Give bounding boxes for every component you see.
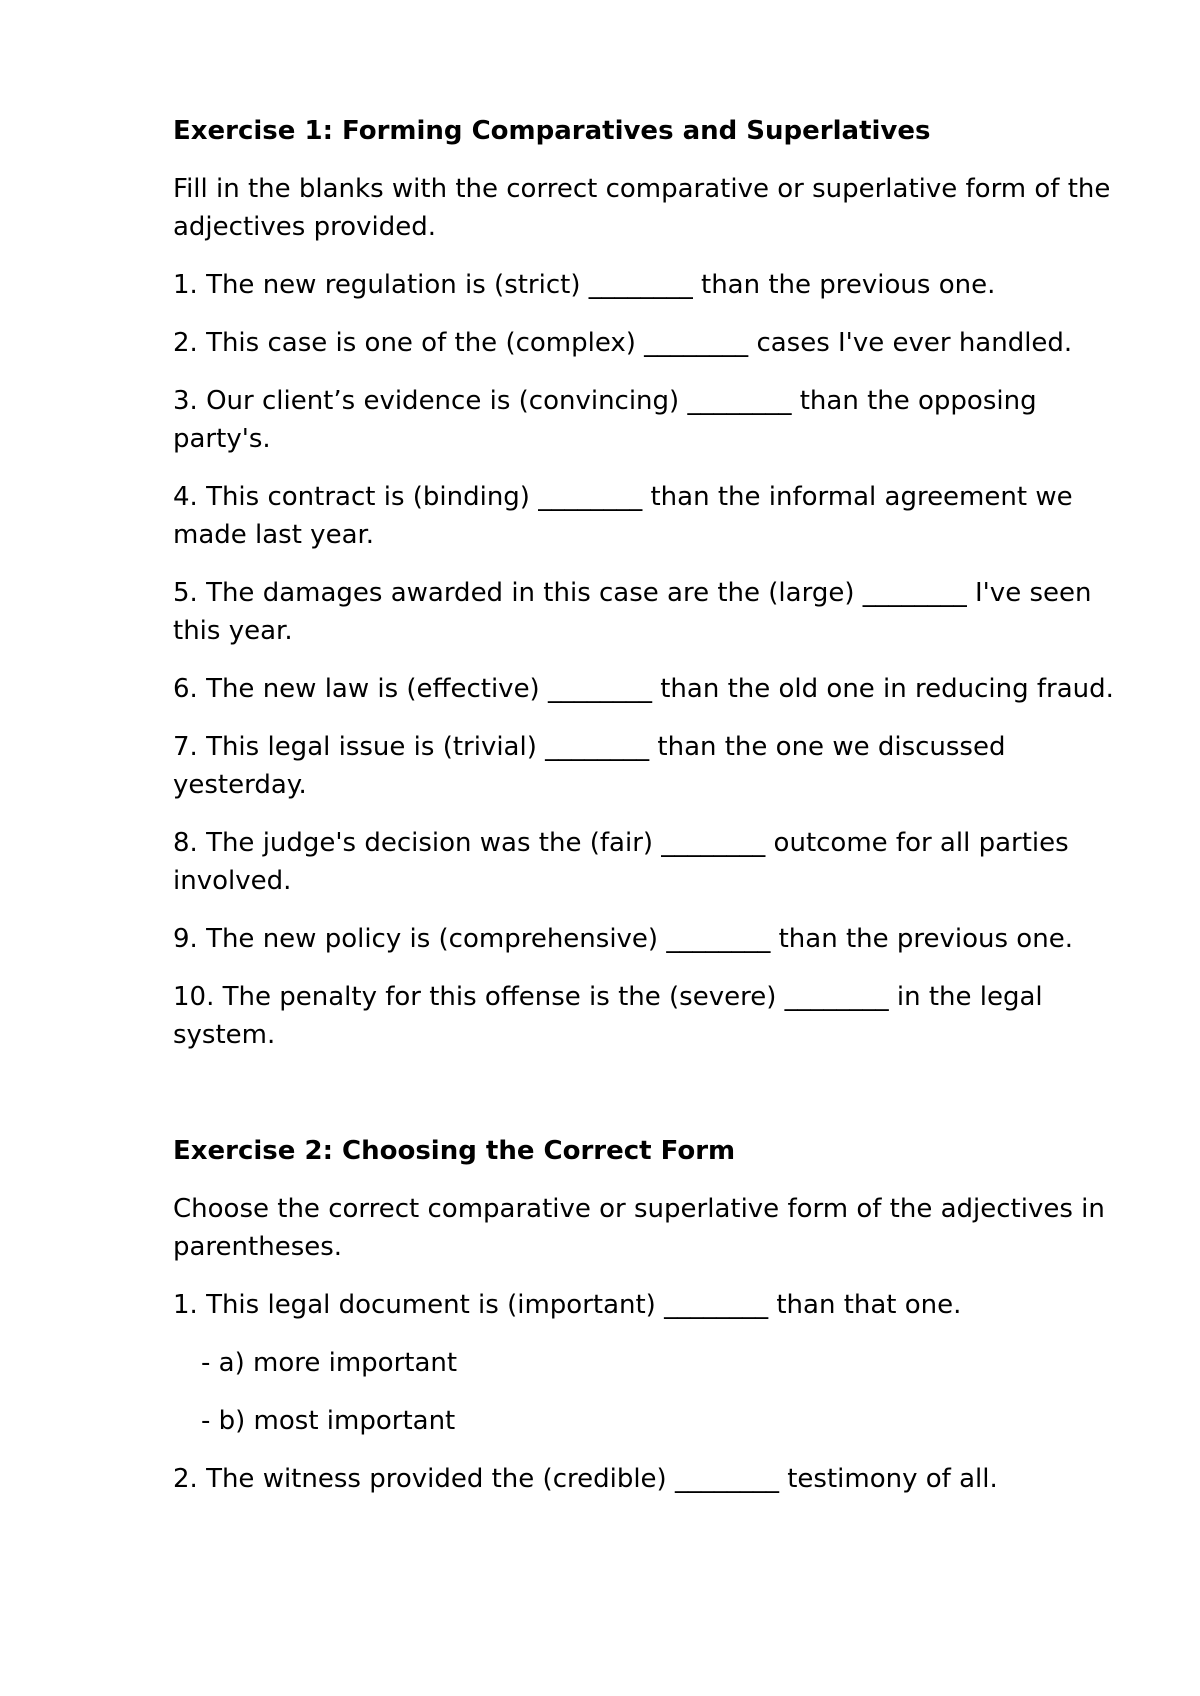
exercise2-title: Exercise 2: Choosing the Correct Form [173, 1136, 736, 1166]
exercise1-item: 6. The new law is (effective) ________ than the old one in reducing fraud. [173, 674, 1114, 704]
exercise1-item: 5. The damages awarded in this case are the (large) ________ I've seen this year. [173, 578, 1092, 646]
exercise1-item: 10. The penalty for this offense is the (severe) ________ in the legal system. [173, 982, 1043, 1050]
section-spacer [173, 1074, 1133, 1132]
exercise2-question-2: 2. The witness provided the (credible) ________ testimony of all. [173, 1464, 998, 1494]
exercise1-item: 2. This case is one of the (complex) ________ cases I've ever handled. [173, 328, 1073, 358]
exercise1-item: 3. Our client’s evidence is (convincing) ________ than the opposing party's. [173, 386, 1037, 454]
exercise1-item: 7. This legal issue is (trivial) ________ than the one we discussed yesterday. [173, 732, 1006, 800]
document-page [173, 112, 1133, 1518]
exercise2-instructions: Choose the correct comparative or superlative form of the adjectives in parentheses. [173, 1194, 1105, 1262]
exercise1-title: Exercise 1: Forming Comparatives and Superlatives [173, 116, 931, 146]
exercise1-item: 8. The judge's decision was the (fair) ________ outcome for all parties involved. [173, 828, 1069, 896]
exercise2-q1-option-a: - a) more important [201, 1348, 458, 1378]
exercise1-instructions: Fill in the blanks with the correct comparative or superlative form of the adjectives provided. [173, 174, 1111, 242]
exercise1-item: 4. This contract is (binding) ________ than the informal agreement we made last year. [173, 482, 1073, 550]
exercise1-item: 9. The new policy is (comprehensive) ________ than the previous one. [173, 924, 1073, 954]
exercise1-item: 1. The new regulation is (strict) ________ than the previous one. [173, 270, 996, 300]
exercise2-question-1: 1. This legal document is (important) ________ than that one. [173, 1290, 962, 1320]
exercise2-q1-option-b: - b) most important [201, 1406, 456, 1436]
